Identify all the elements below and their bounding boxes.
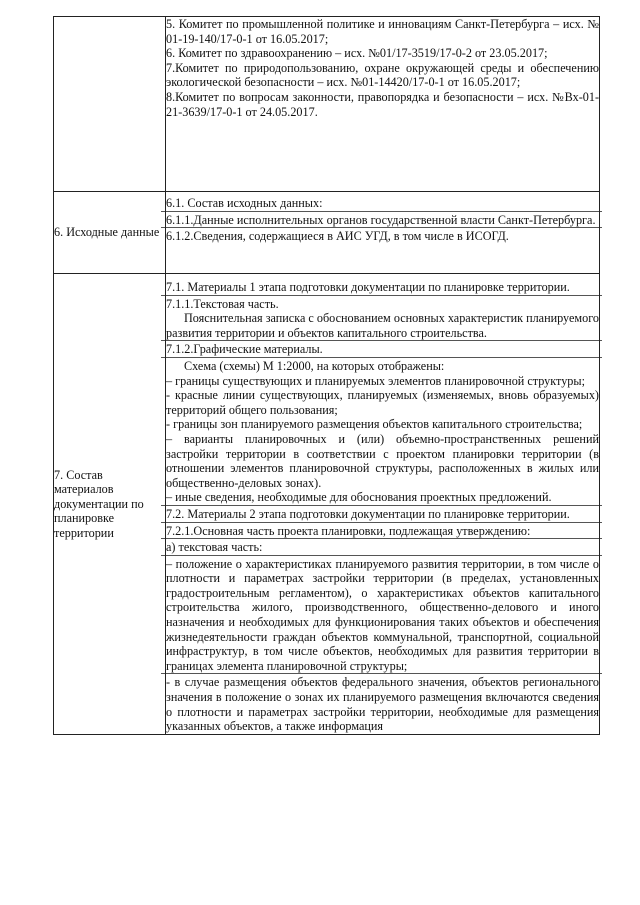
- list-item: Схема (схемы) М 1:2000, на которых отображены:: [184, 358, 445, 373]
- subsection-heading: 7.1.2.Графические материалы.: [161, 340, 602, 357]
- list-item: - красные линии существующих, планируемых (изменяемых, вновь образуемых) территорий общего пользования;: [166, 388, 599, 417]
- row6-label: 6. Исходные данные: [54, 192, 166, 274]
- row5-content-cell: [166, 17, 600, 192]
- list-item: 6.1.1.Данные исполнительных органов государственной власти Санкт-Петербурга.: [161, 211, 602, 228]
- table-row-7: [54, 274, 600, 735]
- subsection-heading: а) текстовая часть:: [161, 538, 602, 555]
- subsection-heading: 7.2.1.Основная часть проекта планировки, подлежащая утверждению:: [161, 522, 602, 539]
- section-heading: 7.1. Материалы 1 этапа подготовки документации по планировке территории.: [166, 280, 570, 294]
- list-item: 6.1.2.Сведения, содержащиеся в АИС УГД, в том числе в ИСОГД.: [161, 227, 602, 244]
- section-heading: 6.1. Состав исходных данных:: [166, 196, 323, 210]
- list-item: – иные сведения, необходимые для обоснования проектных предложений.: [166, 490, 552, 505]
- list-item: 5. Комитет по промышленной политике и инновациям Санкт-Петербурга – исх. № 01-19-140/17-0-1 от 16.05.2017;: [166, 17, 599, 46]
- table-row-5: [54, 17, 600, 192]
- graphic-materials-list: [161, 357, 602, 505]
- row6-content-cell: [166, 192, 600, 274]
- subsection-heading: 7.1.1.Текстовая часть.: [161, 295, 602, 312]
- list-item: 8.Комитет по вопросам законности, правопорядка и безопасности – исх. №Вх-01-21-3639/17-0-1 от 24.05.2017.: [166, 89, 599, 119]
- table-row-6: [54, 192, 600, 274]
- list-item: 6. Комитет по здравоохранению – исх. №01/17-3519/17-0-2 от 23.05.2017;: [166, 46, 548, 61]
- paragraph: - в случае размещения объектов федерального значения, объектов регионального значения в положение о зонах их планируемого размещения включаются сведения о плотности и параметрах застройки территории, необходимые для размещения указанных объектов, а также информация: [161, 673, 602, 733]
- paragraph: – положение о характеристиках планируемого развития территории, в том числе о плотности и параметрах застройки территории (в пределах, установленных градостроительным регламентом), о характеристиках объектов капитального строительства жилого, производственного, общественно-делового и иного назначения и необходимых для функционирования таких объектов и обеспечения жизнедеятельности граждан объектов коммунальной, транспортной, социальной инфраструктур, в том числе объектов, необходимых для развития территории в границах элемента планировочной структуры;: [161, 555, 602, 674]
- list-item: – варианты планировочных и (или) объемно-пространственных решений застройки территории в соответствии с проектом планировки территории (в отношении элементов планировочной структуры, расположенных в жилых или общественно-деловых зонах).: [166, 431, 599, 490]
- row7-content-cell: [166, 274, 600, 735]
- section-heading: 7.2. Материалы 2 этапа подготовки документации по планировке территории.: [161, 505, 602, 522]
- list-item: 7.Комитет по природопользованию, охране окружающей среды и обеспечению экологической безопасности – исх. №01-14420/17-0-1 от 16.05.2017;: [166, 60, 599, 90]
- row5-label-cell: [54, 17, 166, 192]
- list-item: – границы существующих и планируемых элементов планировочной структуры;: [166, 373, 585, 388]
- document-table: [53, 16, 600, 735]
- paragraph: Пояснительная записка с обоснованием основных характеристик планируемого развития территории и объектов капитального строительства.: [166, 311, 599, 340]
- row7-label: 7. Состав материалов документации по планировке территории: [54, 274, 166, 735]
- list-item: - границы зон планируемого размещения объектов капитального строительства;: [166, 417, 583, 432]
